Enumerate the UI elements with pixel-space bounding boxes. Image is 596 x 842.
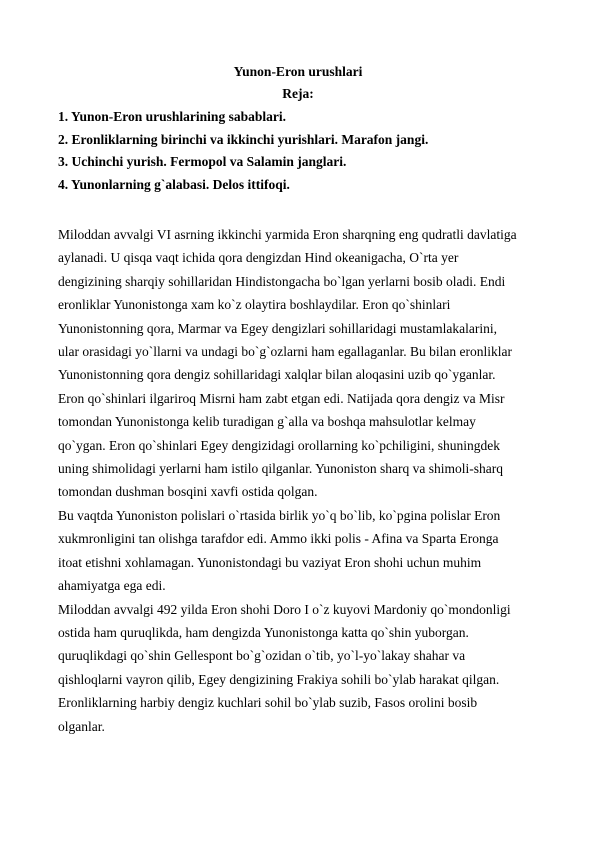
body-line: Eronliklarning harbiy dengiz kuchlari sohil bo`ylab suzib, Fasos orolini bosib	[58, 695, 478, 711]
body-line: ostida ham quruqlikda, ham dengizda Yunonistonga katta qo`shin yuborgan.	[58, 624, 469, 640]
plan-item: 3. Uchinchi yurish. Fermopol va Salamin janglari.	[58, 154, 347, 169]
body-line: aylanadi. U qisqa vaqt ichida qora dengizdan Hind okeanigacha, O`rta yer	[58, 250, 459, 266]
body-line: Yunonistonning qora, Marmar va Egey dengizlari sohillaridagi mustamlakalarini,	[58, 320, 498, 336]
body-line: xukmronligini tan olishga tarafdor edi. Ammo ikki polis - Afina va Sparta Eronga	[58, 531, 499, 547]
plan-list	[58, 106, 428, 196]
body-line: eronliklar Yunonistonga xam ko`z olaytira boshlaydilar. Eron qo`shinlari	[58, 297, 451, 313]
body-line: Yunonistonning qora dengiz sohillaridagi xalqlar bilan aloqasini uzib qo`yganlar.	[58, 367, 496, 383]
body-line: Eron qo`shinlari ilgariroq Misrni ham zabt etgan edi. Natijada qora dengiz va Misr	[58, 390, 505, 406]
body-line: qishloqlarni vayron qilib, Egey dengizining Frakiya sohili bo`ylab harakat qilgan.	[58, 671, 500, 687]
body-line: tomondan dushman bosqini xavfi ostida qolgan.	[58, 484, 318, 500]
body-line: ular orasidagi yo`llarni va undagi bo`g`ozlarni ham egallaganlar. Bu bilan eronliklar	[58, 344, 512, 360]
document-title: Yunon-Eron urushlari	[233, 64, 363, 79]
body-text	[58, 223, 548, 738]
body-line: tomondan Yunonistonga kelib turadigan g`alla va boshqa mahsulotlar kelmay	[58, 414, 476, 430]
body-line: qo`ygan. Eron qo`shinlari Egey dengizidagi orollarning ko`pchiligini, shuningdek	[58, 437, 501, 453]
body-line: dengizining sharqiy sohillaridan Hindistongacha bo`lgan yerlarni bosib oladi. Endi	[58, 273, 506, 289]
body-line: olganlar.	[58, 718, 105, 734]
plan-item: 4. Yunonlarning g`alabasi. Delos ittifoqi.	[58, 176, 290, 192]
body-line: uning shimolidagi yerlarni ham istilo qilganlar. Yunoniston sharq va shimoli-sharq	[58, 461, 503, 477]
plan-item: 2. Eronliklarning birinchi va ikkinchi yurishlari. Marafon jangi.	[58, 131, 429, 147]
body-line: Bu vaqtda Yunoniston polislari o`rtasida birlik yo`q bo`lib, ko`pgina polislar Eron	[58, 507, 501, 523]
body-line: Miloddan avvalgi 492 yilda Eron shohi Doro I o`z kuyovi Mardoniy qo`mondonligi	[58, 601, 511, 617]
body-line: quruqlikdagi qo`shin Gellespont bo`g`ozidan o`tib, yo`l-yo`lakay shahar va	[58, 648, 466, 664]
body-line: Miloddan avvalgi VI asrning ikkinchi yarmida Eron sharqning eng qudratli davlatiga	[58, 227, 517, 242]
body-line: itoat etishni xohlamagan. Yunonistondagi bu vaziyat Eron shohi uchun muhim	[58, 554, 482, 570]
body-line: ahamiyatga ega edi.	[58, 578, 166, 594]
plan-item: 1. Yunon-Eron urushlarining sabablari.	[58, 109, 286, 124]
plan-heading: Reja:	[282, 86, 314, 101]
